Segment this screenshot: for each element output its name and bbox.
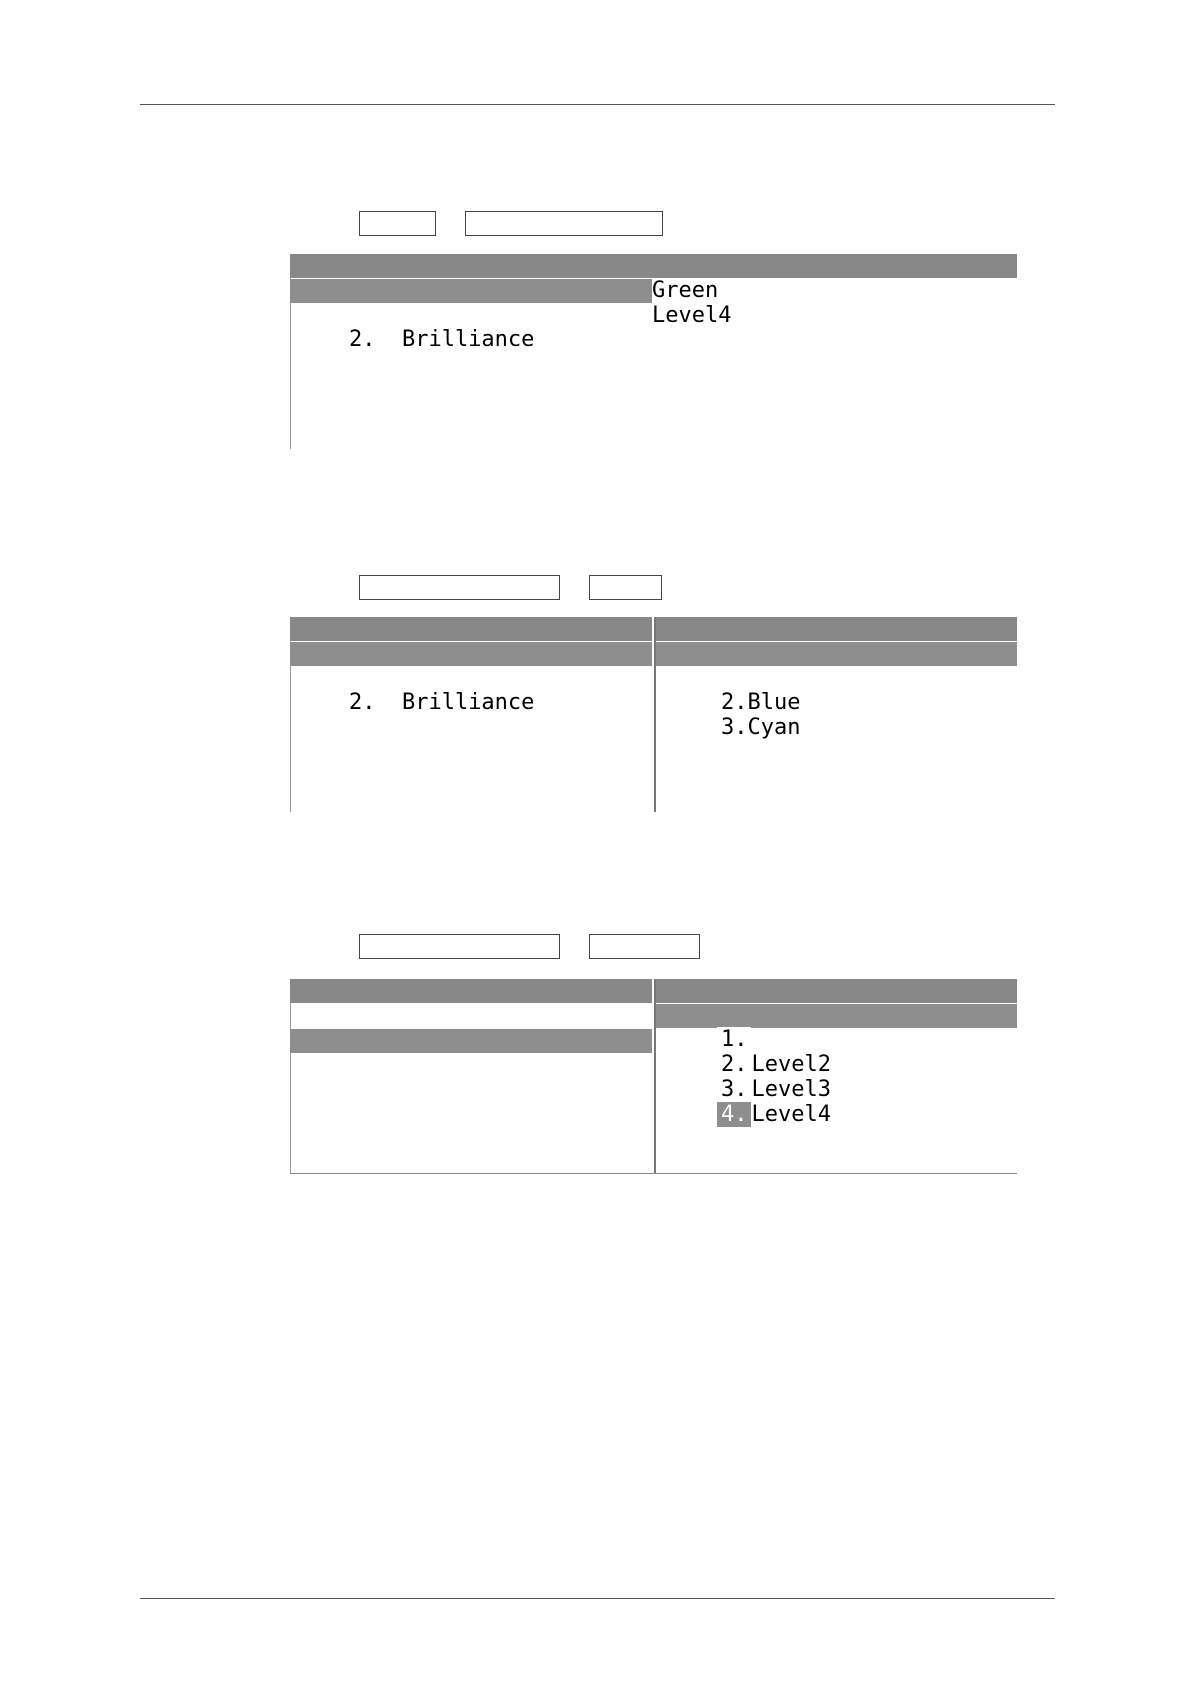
- option-label: Blue: [747, 690, 801, 715]
- menu-title-bar: [290, 254, 1017, 278]
- option-number: 3.: [720, 715, 748, 740]
- footer-rule: [140, 1598, 1055, 1599]
- menu-item-label: 2. Brilliance: [348, 1052, 535, 1077]
- option-label: Level2: [751, 1052, 831, 1077]
- option-number: 1.: [717, 1027, 752, 1052]
- option-label: Level1: [751, 1027, 831, 1052]
- key-box-short: [589, 575, 662, 600]
- menu-item-brilliance[interactable]: [290, 1029, 652, 1077]
- option-number: 1.: [720, 665, 748, 690]
- menu-item-color[interactable]: [290, 279, 652, 327]
- menu-title-bar: [290, 617, 652, 641]
- menu-panel-2: [290, 617, 1017, 812]
- menu-item-brilliance-value: Level4: [652, 303, 732, 328]
- menu-item-color-value: Green: [652, 278, 719, 303]
- key-box-long: [465, 211, 663, 236]
- option-label: Level4: [751, 1102, 831, 1127]
- header-rule: [140, 104, 1055, 105]
- menu-item-label: 1. Color: [348, 302, 469, 327]
- menu-item-color[interactable]: [290, 1004, 652, 1028]
- key-box-long: [359, 934, 560, 959]
- submenu-option-green[interactable]: [656, 642, 1017, 690]
- menu-panel-1: [290, 254, 1017, 449]
- menu-item-brilliance[interactable]: [290, 667, 652, 715]
- key-box-short: [359, 211, 436, 236]
- key-box-medium: [589, 934, 700, 959]
- menu-item-brilliance[interactable]: [290, 304, 652, 352]
- menu-title-bar: [290, 979, 652, 1027]
- option-number: 3.: [717, 1077, 752, 1102]
- option-number: 4.: [717, 1102, 752, 1127]
- menu-item-label: 1. Color: [348, 665, 469, 690]
- option-label: Cyan: [747, 715, 801, 740]
- option-number: 2.: [720, 690, 748, 715]
- submenu-option-blue[interactable]: [656, 667, 1017, 715]
- option-number: 2.: [717, 1052, 752, 1077]
- submenu-option-cyan[interactable]: [656, 692, 1017, 740]
- panel-bottom-edge: [290, 1173, 1017, 1175]
- option-label: Level3: [751, 1077, 831, 1102]
- menu-item-label: 2. Brilliance: [348, 327, 535, 352]
- submenu-option-level1[interactable]: [656, 1004, 1017, 1052]
- submenu-title-bar: [656, 979, 1017, 1003]
- submenu-title-bar: [656, 617, 1017, 641]
- option-label: Green: [747, 665, 814, 690]
- menu-item-color[interactable]: [290, 642, 652, 690]
- submenu-option-level3[interactable]: [656, 1054, 1017, 1102]
- menu-item-label: 2. Brilliance: [348, 690, 535, 715]
- submenu-option-level2[interactable]: [656, 1029, 1017, 1077]
- submenu-option-level4[interactable]: [656, 1079, 1017, 1127]
- menu-panel-3: [290, 979, 1017, 1174]
- menu-title: RADAR Trails(All): [342, 1002, 569, 1027]
- key-box-long: [359, 575, 560, 600]
